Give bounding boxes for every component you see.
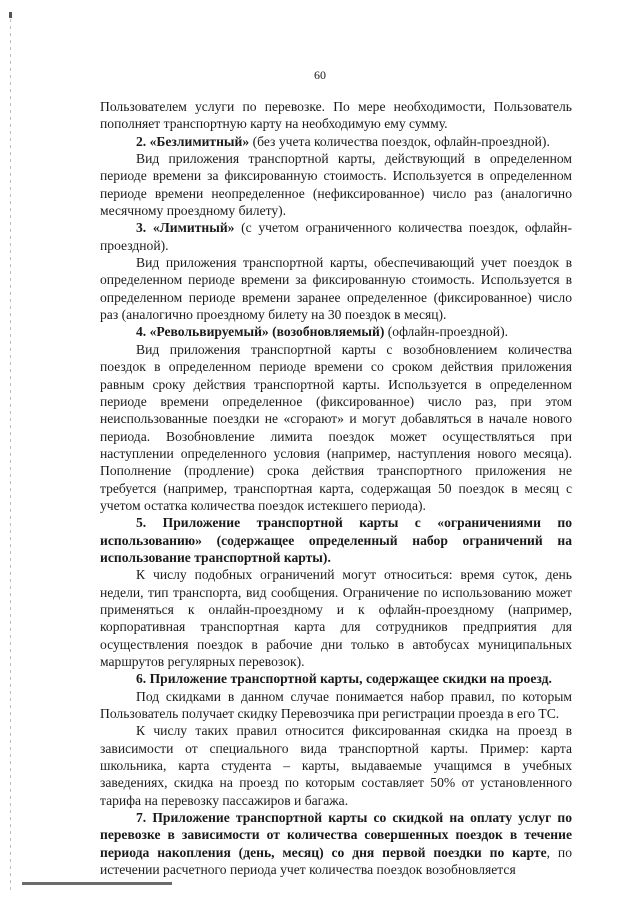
scan-bottom-artifact [22,882,172,885]
paragraph-text: К числу таких правил относится фиксированная скидка на проезд в зависимости от специального вида транспортной карты. Пример: карта школьника, карта студента – карты, выдаваемые учащимся в учебных заведениях, скидка на проезд по которым составляет 50% от установленного тарифа на перевозку пассажиров и багажа. [100,723,572,808]
paragraph-text: (офлайн-проездной). [384,324,508,340]
paragraph-heading: 2. «Безлимитный» [136,133,250,149]
paragraph [100,219,572,254]
scan-margin-line [10,12,11,892]
paragraph-text: (без учета количества поездок, офлайн-проездной). [249,133,550,149]
paragraph [100,254,572,323]
paragraph-text: Вид приложения транспортной карты с возобновлением количества поездок в определенном периоде времени со сроком действия приложения равным сроку действия транспортной карты. Используется в определенном периоде времени определенное (фиксированное) число раз, при этом неиспользованные поездки не «сгорают» и могут добавляться в начале нового периода. Возобновление лимита поездок может осуществляться при наступлении определенного условия (например, наступления нового месяца). Пополнение (продление) срока действия транспортного приложения не требуется (например, транспортная карта, содержащая 50 поездок в месяц с учетом остатка количества поездок истекшего периода). [100,341,572,513]
paragraph-text: , по истечении расчетного периода учет количества поездок возобновляется [100,844,573,878]
paragraph [100,688,572,723]
paragraph [100,323,572,340]
paragraph-heading: 7. Приложение транспортной карты со скидкой на оплату услуг по перевозке в зависимости от количества совершенных поездок в течение периода накопления (день, месяц) со дня первой поездки по карте [100,810,572,860]
paragraph-text: (с учетом ограниченного количества поездок, офлайн-проездной). [100,220,572,253]
paragraph-heading: 5. Приложение транспортной карты с «ограничениями по использованию» (содержащее определенный набор ограничений на использование транспортной карты). [100,515,572,565]
paragraph [100,341,572,514]
paragraph-text: Под скидками в данном случае понимается набор правил, по которым Пользователь получает скидку Перевозчика при регистрации проезда в его ТС. [100,688,572,722]
paragraph-text: Вид приложения транспортной карты, обеспечивающий учет поездок в определенном периоде времени за фиксированную стоимость. Используется в определенном периоде времени заранее определенное (фиксированное) число раз (аналогично проездному билету на 30 поездок в месяц). [100,255,572,323]
paragraph [100,98,572,133]
paragraph-text: К числу подобных ограничений могут относиться: время суток, день недели, тип транспорта, вид сообщения. Ограничение по использованию может применяться к онлайн-проездному и к офлайн-проездному (например, корпоративная транспортная карта для сотрудников предприятия для осуществления поездок в рабочие дни только в автобусах муниципальных маршрутов регулярных перевозок). [100,567,572,669]
paragraph-heading: 3. «Лимитный» [136,220,235,236]
paragraph [100,809,572,878]
paragraph [100,670,572,687]
paragraph [100,566,572,670]
paragraph [100,150,572,219]
paragraph-heading: 4. «Револьвируемый» (возобновляемый) [136,324,385,340]
paragraph [100,722,572,809]
paragraph [100,133,572,150]
page-number: 60 [314,68,326,82]
paragraph [100,514,572,566]
paragraph-text: Пользователем услуги по перевозке. По мере необходимости, Пользователь пополняет транспортную карту на необходимую ему сумму. [100,99,572,132]
document-body [100,98,572,878]
paragraph-text: Вид приложения транспортной карты, действующий в определенном периоде времени за фиксированную стоимость. Используется в определенном периоде времени неопределенное (нефиксированное) число раз (аналогично месячному проездному билету). [100,151,572,219]
paragraph-heading: 6. Приложение транспортной карты, содержащее скидки на проезд. [136,671,552,687]
scan-margin-mark [9,12,12,18]
